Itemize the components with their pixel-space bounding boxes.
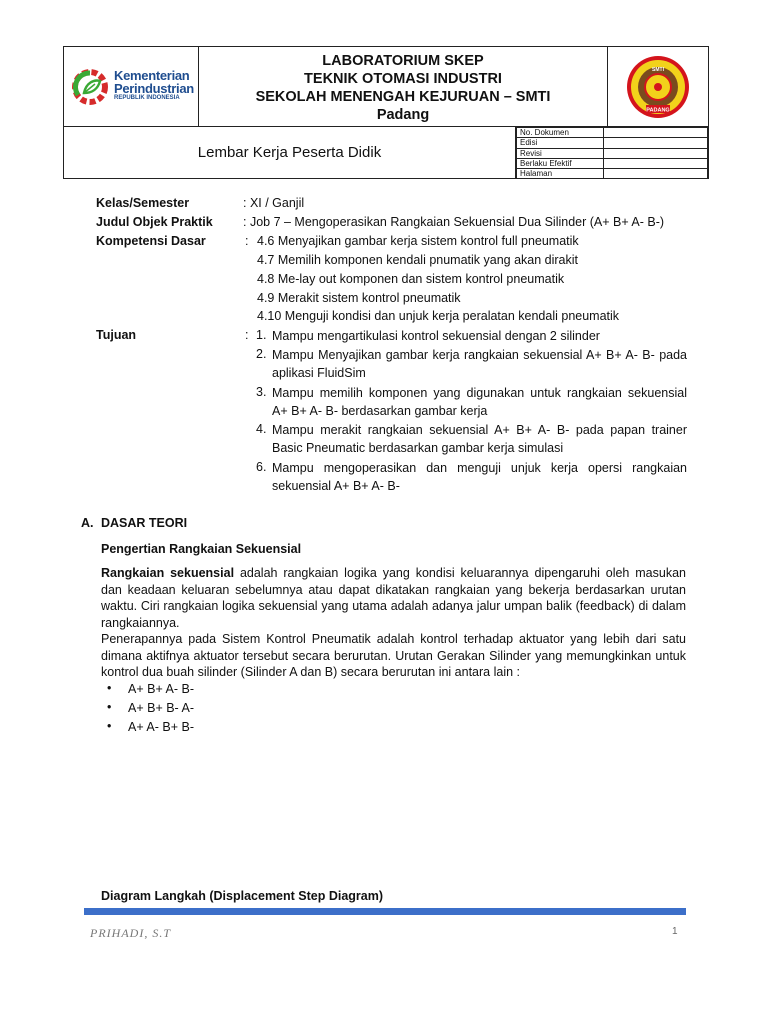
smti-seal-icon <box>608 47 708 126</box>
paragraph-1 <box>101 565 686 631</box>
paragraph-2: Penerapannya pada Sistem Kontrol Pneumatik adalah kontrol terhadap aktuator yang lebih dari satu dimana aktifnya aktuator tersebut secara berurutan. Urutan Gerakan Silinder yang memungkinkan untuk kontrol dua buah silinder (Silinder A dan B) secara berurutan ini antara lain : <box>101 632 686 679</box>
sheet-title: Lembar Kerja Peserta Didik <box>64 127 516 178</box>
doc-row-label: Halaman <box>517 169 604 179</box>
lab-title <box>199 47 608 126</box>
diagram-heading: Diagram Langkah (Displacement Step Diagram) <box>101 889 384 903</box>
table-row <box>517 148 708 158</box>
doc-row-value <box>604 128 708 138</box>
tujuan-text: Mampu memilih komponen yang digunakan untuk rangkaian sekuensial <box>272 386 687 400</box>
list-item: A+ B+ B- A- <box>128 701 195 715</box>
document-control-table <box>516 127 708 179</box>
logo-subtitle: REPUBLIK INDONESIA <box>114 95 180 101</box>
doc-row-label: Edisi <box>517 138 604 148</box>
footer-author: PRIHADI, S.T <box>90 926 171 940</box>
list-item: A+ A- B+ B- <box>128 720 195 734</box>
section-title: DASAR TEORI <box>101 516 188 530</box>
tujuan-text: Mampu Menyajikan gambar kerja rangkaian sekuensial A+ B+ A- B- pada <box>272 348 687 362</box>
tujuan-text: Basic Pneumatic berdasarkan gambar kerja simulasi <box>272 441 564 455</box>
page-number: 1 <box>672 926 678 937</box>
doc-row-label: No. Dokumen <box>517 128 604 138</box>
list-item: A+ B+ A- B- <box>128 682 195 696</box>
tujuan-text: Mampu merakit rangkaian sekuensial A+ B+ A- B- pada papan trainer <box>272 423 687 437</box>
tujuan-text: A+ B+ A- B- berdasarkan gambar kerja <box>272 404 488 418</box>
kompetensi-colon: : <box>245 234 249 248</box>
tujuan-number: 4. <box>256 422 267 436</box>
tujuan-label: Tujuan <box>96 328 137 342</box>
tujuan-number: 1. <box>256 328 267 342</box>
kompetensi-item: 4.8 Me-lay out komponen dan sistem kontrol pneumatik <box>257 272 565 286</box>
document-header <box>63 46 709 179</box>
kompetensi-label: Kompetensi Dasar <box>96 234 206 248</box>
kompetensi-item: 4.9 Merakit sistem kontrol pneumatik <box>257 291 461 305</box>
footer-divider <box>84 908 686 915</box>
table-row <box>517 138 708 148</box>
tujuan-text: aplikasi FluidSim <box>272 366 366 380</box>
title-line-3: SEKOLAH MENENGAH KEJURUAN – SMTI <box>255 89 551 105</box>
kompetensi-item: 4.10 Menguji kondisi dan unjuk kerja peralatan kendali pneumatik <box>257 309 620 323</box>
title-line-2: TEKNIK OTOMASI INDUSTRI <box>304 71 502 87</box>
paragraph-1-rest: adalah rangkaian logika yang kondisi keluarannya dipengaruhi oleh masukan dan keadaan keluaran sebelumnya atau dapat dikatakan rangkaian yang bekerja berdasarkan urutan waktu. Ciri rangkaian logika sekuensial yang utama adalah adanya jalur umpan balik (feedback) di dalam rangkaiannya. <box>101 566 686 630</box>
bullet-icon: • <box>107 681 112 695</box>
title-line-4: Padang <box>376 107 430 123</box>
tujuan-number: 6. <box>256 460 267 474</box>
tujuan-text: Mampu mengoperasikan dan menguji unjuk kerja opersi rangkaian <box>272 461 687 475</box>
tujuan-colon: : <box>245 328 249 342</box>
doc-row-value <box>604 169 708 179</box>
kompetensi-item: 4.7 Memilih komponen kendali pnumatik yang akan dirakit <box>257 253 579 267</box>
title-line-1: LABORATORIUM SKEP <box>322 53 484 69</box>
judul-label: Judul Objek Praktik <box>96 215 213 229</box>
bullet-icon: • <box>107 719 112 733</box>
kelas-label: Kelas/Semester <box>96 196 190 210</box>
logo-name-line1: Kementerian <box>114 68 190 83</box>
paragraph-1-bold: Rangkaian sekuensial <box>101 566 235 580</box>
seal-bottom-text: PADANG <box>646 107 670 114</box>
doc-row-value <box>604 138 708 148</box>
tujuan-text: Mampu mengartikulasi kontrol sekuensial dengan 2 silinder <box>272 329 600 343</box>
tujuan-number: 3. <box>256 385 267 399</box>
subheading: Pengertian Rangkaian Sekuensial <box>101 542 302 556</box>
doc-row-label: Revisi <box>517 148 604 158</box>
gear-leaf-icon <box>68 65 112 109</box>
section-letter: A. <box>81 516 94 530</box>
doc-row-value <box>604 148 708 158</box>
doc-row-value <box>604 158 708 168</box>
kompetensi-item: 4.6 Menyajikan gambar kerja sistem kontrol full pneumatik <box>257 234 579 248</box>
bullet-icon: • <box>107 700 112 714</box>
doc-row-label: Berlaku Efektif <box>517 158 604 168</box>
table-row <box>517 128 708 138</box>
table-row <box>517 169 708 179</box>
kelas-value: : XI / Ganjil <box>243 196 305 210</box>
kementerian-logo <box>68 65 198 109</box>
tujuan-number: 2. <box>256 347 267 361</box>
logo-cell <box>64 47 199 126</box>
smti-seal-cell <box>608 47 708 126</box>
logo-name-line2: Perindustrian <box>114 81 194 96</box>
table-row <box>517 158 708 168</box>
judul-value: : Job 7 – Mengoperasikan Rangkaian Sekuensial Dua Silinder (A+ B+ A- B-) <box>243 215 665 229</box>
seal-top-text: SMTI <box>652 67 664 73</box>
tujuan-text: sekuensial A+ B+ A- B- <box>272 479 400 493</box>
